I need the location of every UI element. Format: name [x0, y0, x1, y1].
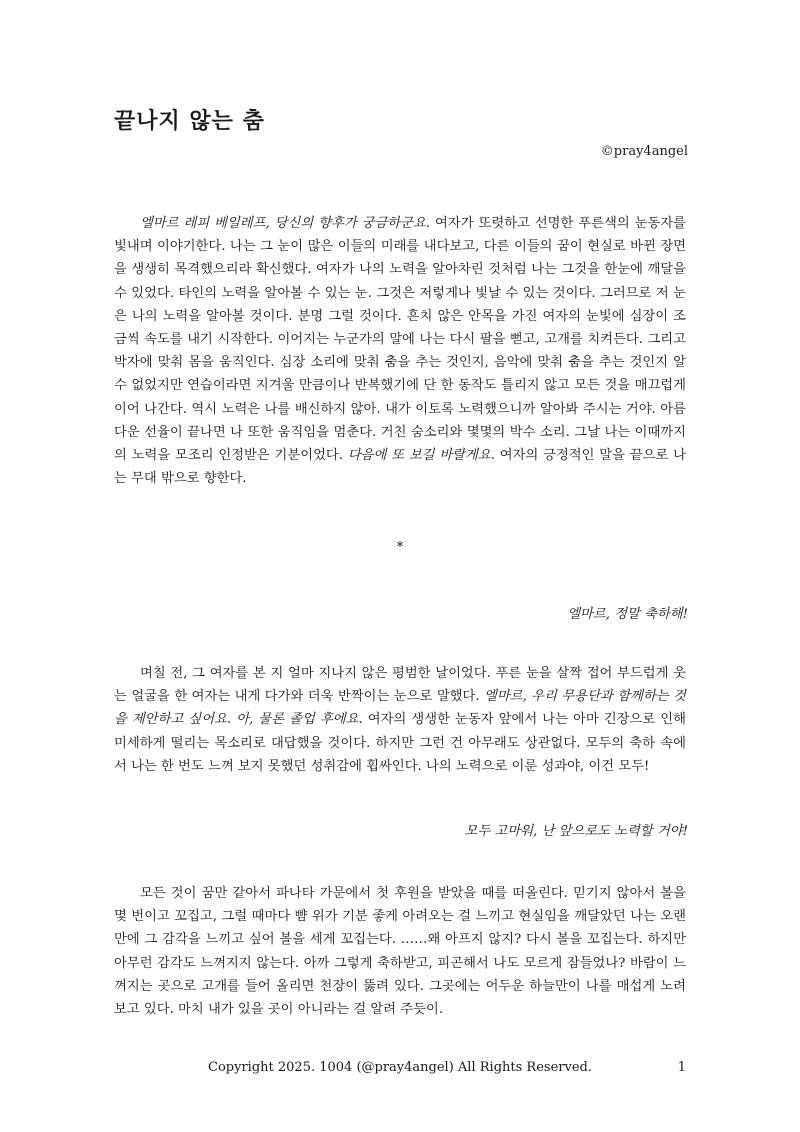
italic-dialogue: 다음에 또 보길 바랄게요. — [347, 448, 495, 464]
paragraph-text: 며칠 전, 그 여자를 본 지 얼마 지나지 않은 평범한 날이었다. 푸른 눈을 살짝 접어 부드럽게 웃는 얼굴을 한 여자는 내게 다가와 더욱 반짝이는 눈으로 말했다. — [114, 666, 686, 705]
right-aligned-dialogue: 모두 고마워, 난 앞으로도 노력할 거야! — [464, 824, 688, 839]
italic-dialogue: 엘마르 레피 베일레프, 당신의 향후가 궁금하군요. — [140, 216, 431, 231]
page-number: 1 — [677, 1060, 686, 1075]
paragraph-text: 여자의 긍정적인 말을 끝으로 나는 무대 밖으로 향한다. — [114, 448, 686, 487]
paragraph-text: 모든 것이 꿈만 같아서 파나타 가문에서 첫 후원을 받았을 때를 떠올린다. 믿기지 않아서 볼을 몇 번이고 꼬집고, 그럴 때마다 뺨 위가 기분 좋게 아려오는 걸 느끼고 현실임을 깨달았던 나는 오랜만에 그 감각을 느끼고 싶어 볼을 세게 꼬집는다. ……왜 아프지 않지? 다시 볼을 꼬집는다. 하지만 아무런 감각도 느껴지지 않는다. 아까 그렇게 축하받고, 피곤해서 나도 모르게 잠들었나? 바람이 느껴지는 곳으로 고개를 들어 올리면 천장이 뚫려 있다. 그곳에는 어두운 하늘만이 나를 매섭게 노려보고 있다. 마치 내가 있을 곳이 아니라는 걸 알려 주듯이. — [114, 886, 686, 1018]
copyright-footer: Copyright 2025. 1004 (@pray4angel) All Rights Reserved. — [208, 1060, 592, 1075]
section-divider: * — [396, 540, 404, 555]
document-title: 끝나지 않는 춤 — [114, 109, 265, 134]
paragraph-text: 여자의 생생한 눈동자 앞에서 나는 아마 긴장으로 인해 미세하게 떨리는 목소리로 대답했을 것이다. 하지만 그런 건 아무래도 상관없다. 모두의 축하 속에서 나는 한 번도 느껴 보지 못했던 성취감에 휩싸인다. 나의 노력으로 이룬 성과야, 이건 모두! — [114, 712, 686, 774]
italic-dialogue: 엘마르, 우리 무용단과 함께하는 것을 제안하고 싶어요. 아, 물론 졸업 후에요. — [114, 689, 686, 728]
paragraph-text: 여자가 또렷하고 선명한 푸른색의 눈동자를 빛내며 이야기한다. 나는 그 눈이 많은 이들의 미래를 내다보고, 다른 이들의 꿈이 현실로 바뀐 장면을 생생히 목격했으리라 확신했다. 여자가 나의 노력을 알아차린 것처럼 나는 그것을 한눈에 깨달을 수 있었다. 타인의 노력을 알아볼 수 있는 눈. 그것은 저렇게나 빛날 수 있는 것이다. 그러므로 저 눈은 나의 노력을 알아볼 것이다. 분명 그럴 것이다. 흔치 않은 안목을 가진 여자의 눈빛에 심장이 조금씩 속도를 내기 시작한다. 이어지는 누군가의 말에 나는 다시 팔을 뻗고, 고개를 치켜든다. 그리고 박자에 맞춰 몸을 움직인다. 심장 소리에 맞춰 춤을 추는 것인지, 음악에 맞춰 춤을 추는 것인지 알 수 없었지만 연습이라면 지겨울 만큼이나 반복했기에 단 한 동작도 틀리지 않고 모든 것을 매끄럽게 이어 나간다. 역시 노력은 나를 배신하지 않아. 내가 이토록 노력했으니까 알아봐 주시는 거야. 아름다운 선율이 끝나면 나 또한 움직임을 멈춘다. 거친 숨소리와 몇몇의 박수 소리. 그날 나는 이때까지의 노력을 모조리 인정받은 기분이었다. — [114, 216, 687, 464]
paragraph-2 — [114, 662, 686, 778]
paragraph-1 — [114, 212, 686, 490]
right-aligned-dialogue: 엘마르, 정말 축하해! — [567, 607, 688, 622]
author-credit: ©pray4angel — [600, 144, 688, 159]
paragraph-3 — [114, 882, 686, 1021]
